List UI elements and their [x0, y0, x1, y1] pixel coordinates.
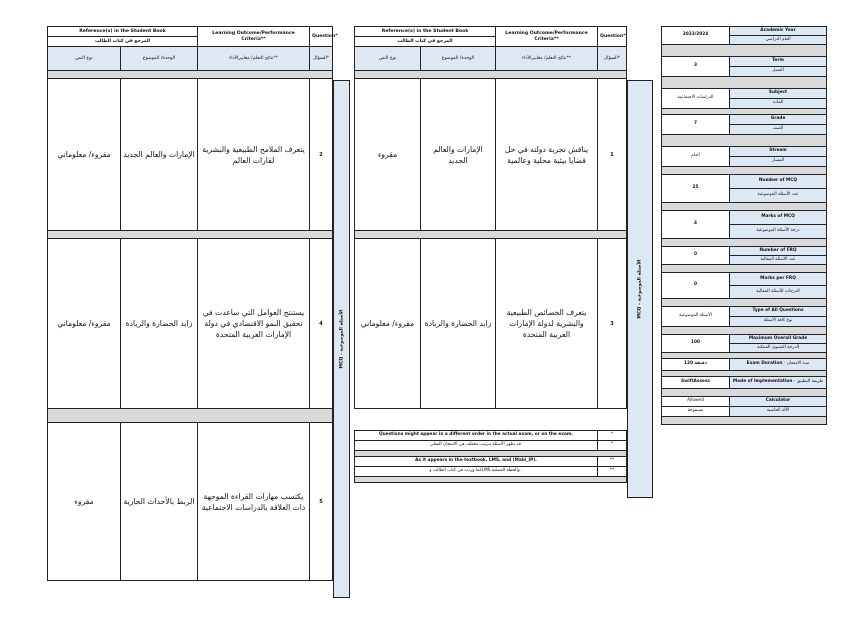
question-number: 3 [598, 239, 627, 409]
frq-marks-label-ar: الدرجات للأسئلة المقالية [730, 286, 827, 299]
mcq-strip-label: الأسئلة الموضوعية - MCQ [339, 309, 344, 369]
question-number: 4 [310, 239, 333, 409]
max-grade-label-ar: الدرجة القصوى الممكنة [730, 344, 827, 353]
question-type-label-ar: نوع كافة الأسئلة [730, 317, 827, 327]
academic-year-label: Academic Year [730, 27, 827, 36]
term-label-ar: الفصل [730, 67, 827, 77]
outcome-header: Learning Outcome/Performance Criteria** [496, 27, 598, 47]
table-row [48, 239, 333, 409]
stream-value: العام [662, 147, 730, 167]
frq-marks-label: Marks per FRQ [730, 273, 827, 286]
reference-header: Reference(s) in the Student Book [355, 27, 496, 37]
question-header: Question* [598, 27, 627, 47]
middle-blueprint-table [354, 26, 627, 409]
note-row [355, 431, 627, 441]
question-number: 1 [598, 79, 627, 231]
note-row [355, 467, 627, 477]
grade-value: 7 [662, 115, 730, 135]
learning-outcome: يتعرف الملامح الطبيعية والبشرية لقارات العالم [198, 79, 310, 231]
duration-label-en: Exam Duration [746, 361, 783, 367]
mcq-section-strip-right [627, 80, 653, 498]
mcq-marks-value: 4 [662, 211, 730, 239]
duration-label-ar: مدة الامتحان [786, 361, 810, 367]
mcq-marks-label-ar: درجة الأسئلة الموضوعية [730, 225, 827, 239]
frq-marks-value: 0 [662, 273, 730, 299]
mcq-marks-label: Marks of MCQ [730, 211, 827, 225]
text-type: مقروء/ معلوماتي [355, 239, 421, 409]
mode-label: Mode of Implementation - طريقة التطبيق [730, 377, 827, 389]
stream-label-ar: المسار [730, 157, 827, 167]
duration-label: Exam Duration - مدة الامتحان [730, 359, 827, 371]
table-row [48, 423, 333, 581]
note-row [355, 441, 627, 451]
unit-topic: الإمارات والعالم الجديد [121, 79, 198, 231]
grade-label-ar: الصف [730, 125, 827, 135]
text-type: مقروء/ معلوماتي [48, 239, 121, 409]
question-header-ar: السؤال* [598, 47, 627, 71]
note-mark: * [598, 431, 627, 441]
frq-count-label-ar: عدد الأسئلة المقالية [730, 256, 827, 265]
text-type: مقروء [48, 423, 121, 581]
stream-label: Stream [730, 147, 827, 157]
max-grade-label: Maximum Overall Grade [730, 335, 827, 344]
mode-label-en: Mode of Implementation [732, 379, 793, 385]
learning-outcome: يكتسب مهارات القراءة الموجهة ذات العلاقة بالدراسات الاجتماعية [198, 423, 310, 581]
unit-topic: زايد الحضارة والريادة [121, 239, 198, 409]
table-row [48, 79, 333, 231]
table-row [355, 239, 627, 409]
reference-header-ar: المرجع في كتاب الطالب [48, 37, 198, 47]
mcq-section-strip [333, 80, 350, 598]
question-type-label: Type of All Questions [730, 307, 827, 317]
note-text: قد تظهر الأسئلة بترتيب مختلف في الامتحان الفعلي. [355, 441, 598, 451]
question-number: 5 [310, 423, 333, 581]
note-mark: * [598, 441, 627, 451]
subject-value: الدراسات الاجتماعية [662, 89, 730, 109]
note-text: كما وردت في كتاب الطالب وLMS والخطة الفصلية . [355, 467, 598, 477]
note-mark: ** [598, 457, 627, 467]
question-number: 2 [310, 79, 333, 231]
grade-label: Grade [730, 115, 827, 125]
question-header: Question* [310, 27, 333, 47]
mode-value: SwiftAssess [662, 377, 730, 389]
frq-count-label: Number of FRQ [730, 247, 827, 256]
mcq-count-label: Number of MCQ [730, 175, 827, 189]
learning-outcome: يناقش تجربة دولته في حل قضايا بيئية محلية وعالمية [496, 79, 598, 231]
unit-header: الوحدة/ الموضوع [421, 47, 496, 71]
subject-label: Subject [730, 89, 827, 99]
type-header: نوع النص [355, 47, 421, 71]
note-text: Questions might appear in a different order in the actual exam, or on the exam. [355, 431, 598, 441]
note-row [355, 457, 627, 467]
question-header-ar: السؤال* [310, 47, 333, 71]
note-mark: ** [598, 467, 627, 477]
unit-header: الوحدة/ الموضوع [121, 47, 198, 71]
duration-value: 120 دقيقة [662, 359, 730, 371]
question-type-value: الأسئلة الموضوعية [662, 307, 730, 327]
max-grade-value: 100 [662, 335, 730, 353]
unit-topic: زايد الحضارة والريادة [421, 239, 496, 409]
text-type: مقروء [355, 79, 421, 231]
table-row [355, 79, 627, 231]
academic-year-value: 2023/2024 [662, 27, 730, 45]
text-type: مقروء/ معلوماتي [48, 79, 121, 231]
academic-year-label-ar: العام الدراسي [730, 36, 827, 45]
learning-outcome: يتعرف الخصائص الطبيعية والبشرية لدولة الإمارات العربية المتحدة [496, 239, 598, 409]
subject-label-ar: المادة [730, 99, 827, 109]
calculator-value-ar: مسموحة [662, 407, 730, 417]
frq-count-value: 0 [662, 247, 730, 265]
term-label: Term [730, 57, 827, 67]
outcome-header: Learning Outcome/Performance Criteria** [198, 27, 310, 47]
reference-header-ar: المرجع في كتاب الطالب [355, 37, 496, 47]
left-blueprint-table [47, 26, 338, 581]
outcome-header-ar: نتائج التعلم/ معاييرالأداء** [496, 47, 598, 71]
exam-notes [354, 430, 627, 483]
calculator-value: Allowed [662, 397, 730, 407]
exam-info-table [661, 26, 827, 425]
note-text: As it appears in the textbook, LMS, and (Mabi_IP). [355, 457, 598, 467]
learning-outcome: يستنتج العوامل التي ساعدت في تحقيق النمو الاقتصادي في دولة الإمارات العربية المتحدة [198, 239, 310, 409]
unit-topic: الإمارات والعالم الجديد [421, 79, 496, 231]
mcq-strip-label: الأسئلة الموضوعية - MCQ [637, 259, 643, 319]
reference-header: Reference(s) in the Student Book [48, 27, 198, 37]
mcq-count-label-ar: عدد الأسئلة الموضوعية [730, 189, 827, 203]
mode-label-ar: طريقة التطبيق [796, 379, 824, 385]
mcq-count-value: 25 [662, 175, 730, 203]
term-value: 3 [662, 57, 730, 77]
calculator-label: Calculator [730, 397, 827, 407]
unit-topic: الربط بالأحداث الجارية [121, 423, 198, 581]
calculator-label-ar: الآلة الحاسبة [730, 407, 827, 417]
outcome-header-ar: نتائج التعلم/ معاييرالأداء** [198, 47, 310, 71]
type-header: نوع النص [48, 47, 121, 71]
